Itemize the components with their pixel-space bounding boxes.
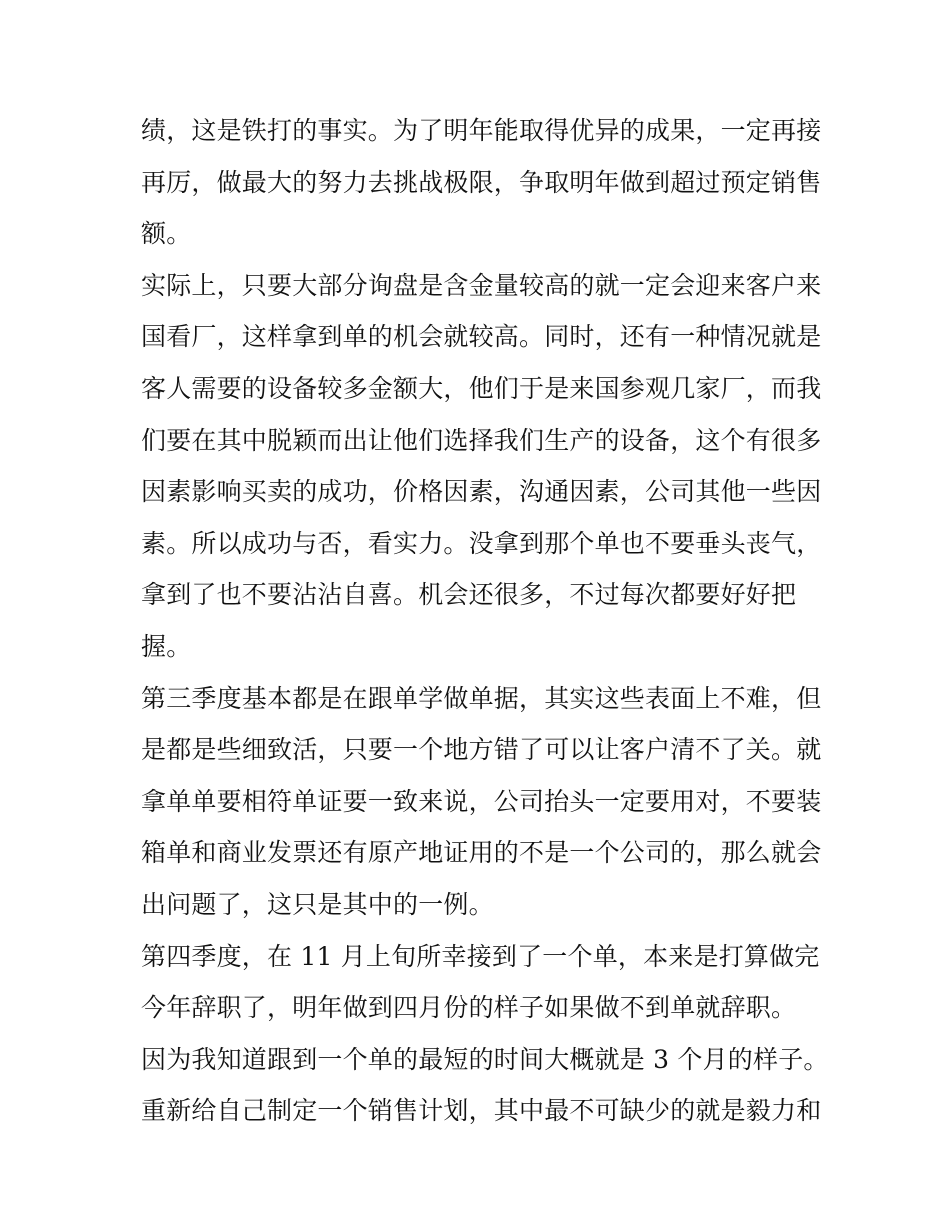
text-line: 重新给自己制定一个销售计划，其中最不可缺少的就是毅力和 [141,1096,822,1126]
text-line: 因素影响买卖的成功，价格因素，沟通因素，公司其他一些因 [141,477,822,507]
text-line: 第四季度，在 11 月上旬所幸接到了一个单，本来是打算做完 [141,941,820,971]
text-line: 拿到了也不要沾沾自喜。机会还很多，不过每次都要好好把 [141,580,797,610]
text-line: 箱单和商业发票还有原产地证用的不是一个公司的，那么就会 [141,838,822,868]
text-line: 第三季度基本都是在跟单学做单据，其实这些表面上不难，但 [141,683,822,713]
text-line: 绩，这是铁打的事实。为了明年能取得优异的成果，一定再接 [141,116,822,145]
text-line: 国看厂，这样拿到单的机会就较高。同时，还有一种情况就是 [141,322,822,352]
document-body [141,105,831,1137]
text-line: 出问题了，这只是其中的一例。 [141,889,494,919]
text-line: 握。 [141,631,192,661]
text-line: 拿单单要相符单证要一致来说，公司抬头一定要用对，不要装 [141,786,822,816]
text-line: 素。所以成功与否，看实力。没拿到那个单也不要垂头丧气， [141,528,822,558]
text-line: 再厉，做最大的努力去挑战极限，争取明年做到超过预定销售 [141,167,822,197]
text-line: 们要在其中脱颖而出让他们选择我们生产的设备，这个有很多 [141,425,822,455]
text-line: 客人需要的设备较多金额大，他们于是来国参观几家厂，而我 [141,373,822,403]
text-line: 实际上，只要大部分询盘是含金量较高的就一定会迎来客户来 [141,270,822,300]
text-line: 今年辞职了，明年做到四月份的样子如果做不到单就辞职。 [141,993,797,1023]
text-line: 是都是些细致活，只要一个地方错了可以让客户清不了关。就 [141,735,822,765]
text-line: 额。 [141,219,192,249]
text-line: 因为我知道跟到一个单的最短的时间大概就是 3 个月的样子。 [141,1044,829,1074]
